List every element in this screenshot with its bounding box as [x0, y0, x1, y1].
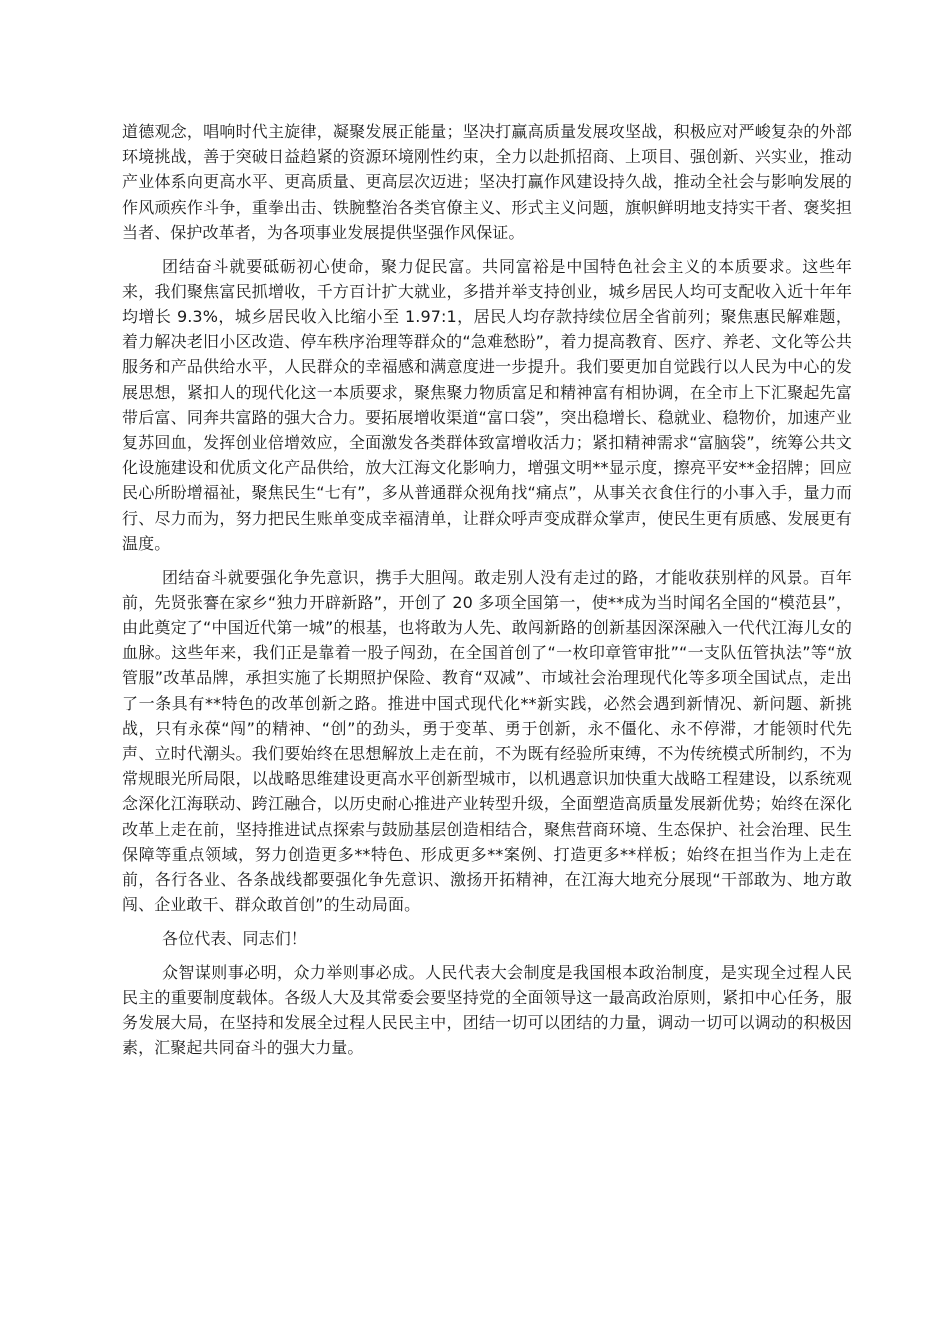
paragraph-pioneering-spirit: 团结奋斗就要强化争先意识，携手大胆闯。敢走别人没有走过的路，才能收获别样的风景。百年前，先贤张謇在家乡“独力开辟新路”，开创了 20 多项全国第一，使**成为当时闻名全国的“模范县”，由此奠定了“中国近代第一城”的根基，也将敢为人先、敢闯新路的创新基因深深融入一代代江海儿女的血脉。这些年来，我们正是靠着一股子闯劲，在全国首创了“一枚印章管审批”“一支队伍管执法”等“放管服”改革品牌，承担实施了长期照护保险、教育“双减”、市域社会治理现代化等多项全国试点，走出了一条具有**特色的改革创新之路。推进中国式现代化**新实践，必然会遇到新情况、新问题、新挑战，只有永葆“闯”的精神、“创”的劲头，勇于变革、勇于创新，永不僵化、永不停滞，才能领时代先声、立时代潮头。我们要始终在思想解放上走在前，不为既有经验所束缚，不为传统模式所制约，不为常规眼光所局限，以战略思维建设更高水平创新型城市，以机遇意识加快重大战略工程建设，以系统观念深化江海联动、跨江融合，以历史耐心推进产业转型升级，全面塑造高质量发展新优势；始终在深化改革上走在前，坚持推进试点探索与鼓励基层创造相结合，聚焦营商环境、生态保护、社会治理、民生保障等重点领域，努力创造更多**特色、形成更多**案例、打造更多**样板；始终在担当作为上走在前，各行各业、各条战线都要强化争先意识、激扬开拓精神，在江海大地充分展现“干部敢为、地方敢闯、企业敢干、群众敢首创”的生动局面。: [122, 567, 852, 915]
paragraph-peoples-congress: 众智谋则事必明，众力举则事必成。人民代表大会制度是我国根本政治制度，是实现全过程人民民主的重要制度载体。各级人大及其常委会要坚持党的全面领导这一最高政治原则，紧扣中心任务，服务发展大局，在坚持和发展全过程人民民主中，团结一切可以团结的力量，调动一切可以调动的积极因素，汇聚起共同奋斗的强大力量。: [122, 962, 852, 1058]
paragraph-continuation: 道德观念，唱响时代主旋律，凝聚发展正能量；坚决打赢高质量发展攻坚战，积极应对严峻复杂的外部环境挑战，善于突破日益趋紧的资源环境刚性约束，全力以赴抓招商、上项目、强创新、兴实业，推动产业体系向更高水平、更高质量、更高层次迈进；坚决打赢作风建设持久战，推动全社会与影响发展的作风顽疾作斗争，重拳出击、铁腕整治各类官僚主义、形式主义问题，旗帜鲜明地支持实干者、褒奖担当者、保护改革者，为各项事业发展提供坚强作风保证。: [122, 122, 852, 242]
paragraph-salutation: 各位代表、同志们！: [162, 929, 307, 949]
paragraph-common-prosperity: 团结奋斗就要砥砺初心使命，聚力促民富。共同富裕是中国特色社会主义的本质要求。这些年来，我们聚焦富民抓增收，千方百计扩大就业，多措并举支持创业，城乡居民人均可支配收入近十年年均增长 9.3%，城乡居民收入比缩小至 1.97:1，居民人均存款持续位居全省前列；聚焦惠民解难题，着力解决老旧小区改造、停车秩序治理等群众的“急难愁盼”，着力提高教育、医疗、养老、文化等公共服务和产品供给水平，人民群众的幸福感和满意度进一步提升。我们要更加自觉践行以人民为中心的发展思想，紧扣人的现代化这一本质要求，聚焦聚力物质富足和精神富有相协调，在全市上下汇聚起先富带后富、同奔共富路的强大合力。要拓展增收渠道“富口袋”，突出稳增长、稳就业、稳物价，加速产业复苏回血，发挥创业倍增效应，全面激发各类群体致富增收活力；紧扣精神需求“富脑袋”，统筹公共文化设施建设和优质文化产品供给，放大江海文化影响力，增强文明**显示度，擦亮平安**金招牌；回应民心所盼增福祉，聚焦民生“七有”，多从普通群众视角找“痛点”，从事关衣食住行的小事入手，量力而行、尽力而为，努力把民生账单变成幸福清单，让群众呼声变成群众掌声，使民生更有质感、发展更有温度。: [122, 256, 852, 553]
body-text: [122, 119, 852, 1069]
